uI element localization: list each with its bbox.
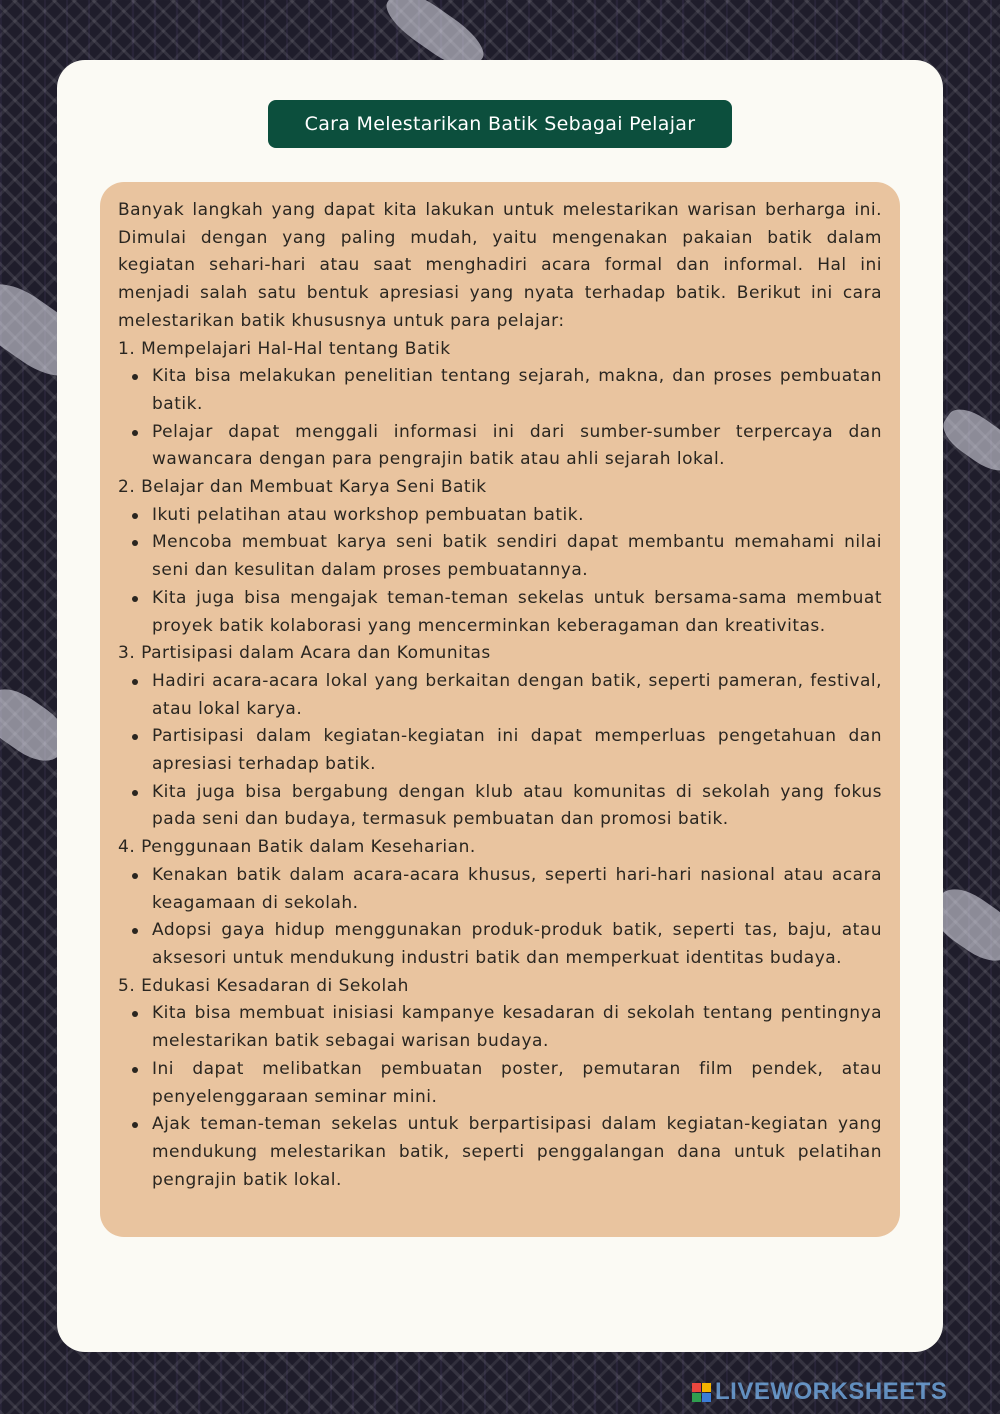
bullet-list: [118, 1000, 882, 1194]
list-item: Kenakan batik dalam acara-acara khusus, seperti hari-hari nasional atau acara keagamaan di sekolah.: [118, 862, 882, 917]
article-body: [118, 197, 882, 1194]
intro-paragraph: Banyak langkah yang dapat kita lakukan untuk melestarikan warisan berharga ini. Dimulai dengan yang paling mudah, yaitu mengenakan pakaian batik dalam kegiatan sehari-hari atau saat menghadiri acara formal dan informal. Hal ini menjadi salah satu bentuk apresiasi yang nyata terhadap batik. Berikut ini cara melestarikan batik khususnya untuk para pelajar:: [118, 200, 882, 331]
logo-square: [692, 1393, 701, 1402]
page-title: Cara Melestarikan Batik Sebagai Pelajar: [268, 100, 732, 148]
batik-pattern-decoration: [936, 401, 1000, 480]
list-item: Kita bisa melakukan penelitian tentang sejarah, makna, dan proses pembuatan batik.: [118, 363, 882, 418]
section-heading: 2. Belajar dan Membuat Karya Seni Batik: [118, 477, 487, 498]
list-item: Mencoba membuat karya seni batik sendiri dapat membantu memahami nilai seni dan kesulitan dalam proses pembuatannya.: [118, 529, 882, 584]
list-item: Ajak teman-teman sekelas untuk berpartisipasi dalam kegiatan-kegiatan yang mendukung melestarikan batik, seperti penggalangan dana untuk pelatihan pengrajin batik lokal.: [118, 1111, 882, 1194]
list-item: Kita juga bisa mengajak teman-teman sekelas untuk bersama-sama membuat proyek batik kolaborasi yang mencerminkan keberagaman dan kreativitas.: [118, 585, 882, 640]
bullet-list: [118, 668, 882, 834]
list-item: Ikuti pelatihan atau workshop pembuatan batik.: [118, 502, 882, 530]
bullet-list: [118, 502, 882, 641]
list-item: Ini dapat melibatkan pembuatan poster, pemutaran film pendek, atau penyelenggaraan seminar mini.: [118, 1056, 882, 1111]
logo-square: [702, 1383, 711, 1392]
logo-square: [702, 1393, 711, 1402]
liveworksheets-watermark: [692, 1378, 947, 1406]
list-item: Pelajar dapat menggali informasi ini dari sumber-sumber terpercaya dan wawancara dengan para pengrajin batik atau ahli sejarah lokal.: [118, 419, 882, 474]
section-heading: 4. Penggunaan Batik dalam Keseharian.: [118, 837, 476, 858]
watermark-text: LIVEWORKSHEETS: [715, 1378, 948, 1405]
list-item: Partisipasi dalam kegiatan-kegiatan ini dapat memperluas pengetahuan dan apresiasi terhadap batik.: [118, 723, 882, 778]
list-item: Kita juga bisa bergabung dengan klub atau komunitas di sekolah yang fokus pada seni dan budaya, termasuk pembuatan dan promosi batik.: [118, 779, 882, 834]
logo-square: [692, 1383, 701, 1392]
section-heading: 5. Edukasi Kesadaran di Sekolah: [118, 975, 409, 996]
list-item: Hadiri acara-acara lokal yang berkaitan dengan batik, seperti pameran, festival, atau lokal karya.: [118, 668, 882, 723]
list-item: Adopsi gaya hidup menggunakan produk-produk batik, seperti tas, baju, atau aksesori untuk mendukung industri batik dan memperkuat identitas budaya.: [118, 917, 882, 972]
bullet-list: [118, 363, 882, 474]
section-heading: 1. Mempelajari Hal-Hal tentang Batik: [118, 338, 451, 359]
liveworksheets-logo-icon: [692, 1383, 711, 1402]
list-item: Kita bisa membuat inisiasi kampanye kesadaran di sekolah tentang pentingnya melestarikan batik sebagai warisan budaya.: [118, 1000, 882, 1055]
section-heading: 3. Partisipasi dalam Acara dan Komunitas: [118, 643, 491, 664]
bullet-list: [118, 862, 882, 973]
